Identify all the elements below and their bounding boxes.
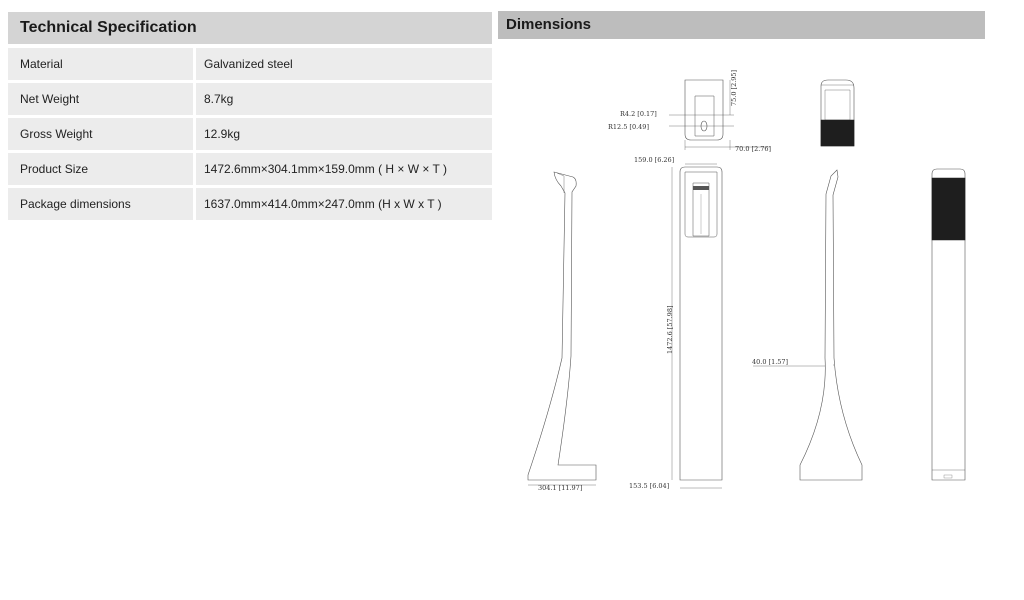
radius-4-label: R4.2 [0.17]: [620, 110, 657, 118]
dimensions-section: [498, 11, 985, 39]
side-profile-right: [753, 170, 862, 480]
spec-label: Gross Weight: [8, 118, 196, 150]
spec-value: 1637.0mm×414.0mm×247.0mm (H x W x T ): [196, 188, 492, 220]
side-profile-left: [528, 172, 596, 485]
base-width-304-label: 304.1 [11.97]: [538, 484, 583, 492]
table-row: [8, 118, 492, 150]
pole-back-view: [932, 169, 965, 480]
top-width-159-label: 159.0 [6.26]: [634, 156, 675, 164]
spec-label: Material: [8, 48, 196, 80]
table-row: [8, 48, 492, 80]
spec-table: [8, 45, 492, 223]
depth-40-label: 40.0 [1.57]: [752, 358, 789, 366]
height-75-label: 75.0 [2.95]: [730, 69, 738, 106]
technical-drawing: [498, 60, 985, 500]
head-unit-view: [821, 80, 854, 146]
base-depth-153-label: 153.5 [6.04]: [629, 482, 670, 490]
spec-value: 12.9kg: [196, 118, 492, 150]
dimensions-title: Dimensions: [498, 11, 985, 39]
spec-value: 1472.6mm×304.1mm×159.0mm ( H × W × T ): [196, 153, 492, 185]
dimension-drawing: [498, 60, 985, 500]
spec-title: Technical Specification: [8, 12, 492, 44]
radius-12-label: R12.5 [0.49]: [608, 123, 649, 131]
pole-front-view: [672, 164, 722, 488]
width-70-label: 70.0 [2.76]: [735, 145, 772, 153]
spec-value: Galvanized steel: [196, 48, 492, 80]
mount-plate-detail: [669, 80, 770, 150]
technical-specification-section: [8, 12, 492, 223]
table-row: [8, 83, 492, 115]
spec-label: Product Size: [8, 153, 196, 185]
spec-value: 8.7kg: [196, 83, 492, 115]
table-row: [8, 188, 492, 220]
height-1472-label: 1472.6 [57.98]: [666, 305, 674, 354]
spec-label: Net Weight: [8, 83, 196, 115]
table-row: [8, 153, 492, 185]
spec-label: Package dimensions: [8, 188, 196, 220]
